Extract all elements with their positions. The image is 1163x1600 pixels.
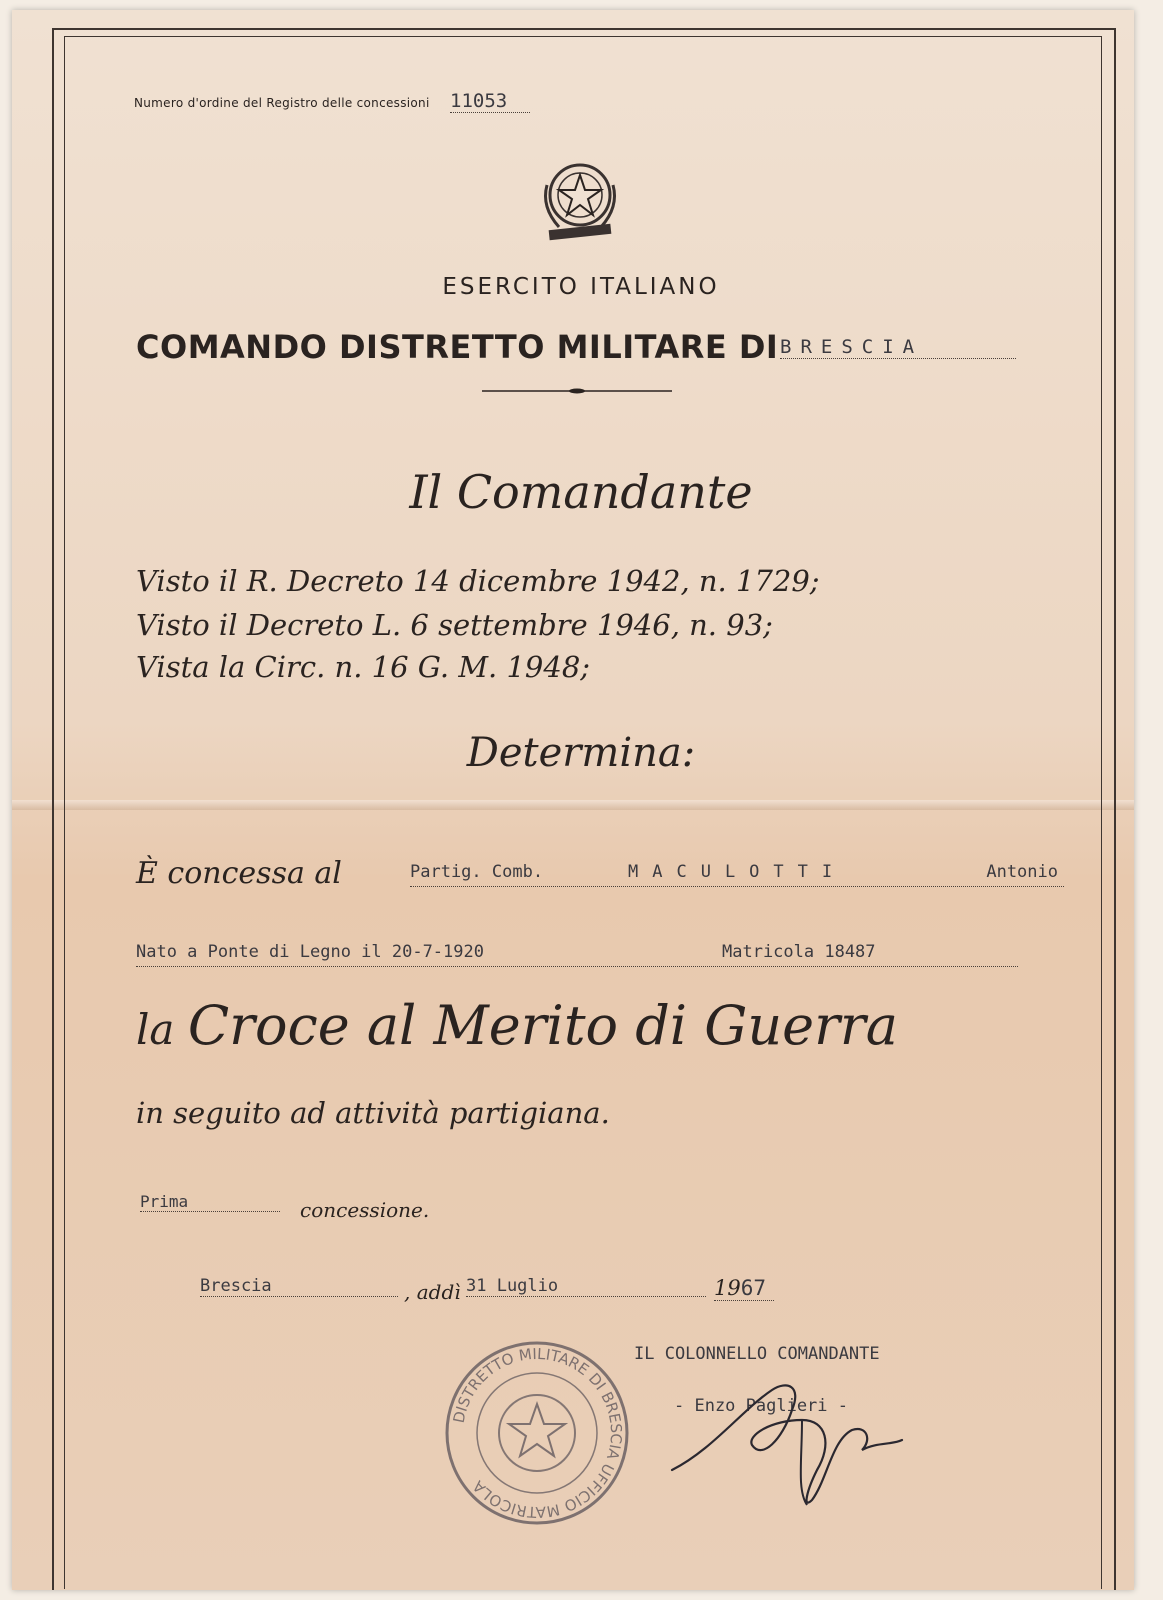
recipient-surname: MACULOTTI <box>628 862 847 882</box>
seal-text-path: DISTRETTO MILITARE DI BRESCIA UFFICIO MATRICOLA <box>449 1344 626 1522</box>
concessa-label: È concessa al <box>136 856 342 891</box>
registry-number: 11053 <box>450 90 530 113</box>
birth-field <box>136 942 1018 967</box>
issue-place: Brescia <box>200 1276 398 1297</box>
registry-label: Numero d'ordine del Registro delle concessioni <box>134 96 430 110</box>
military-district-seal-icon <box>442 1338 632 1528</box>
medal-line <box>136 994 898 1057</box>
recipient-rank: Partig. Comb. <box>410 862 544 882</box>
issue-date: 31 Luglio <box>466 1276 706 1297</box>
decree-line-2: Visto il Decreto L. 6 settembre 1946, n. 93; <box>136 608 773 642</box>
medal-name: Croce al Merito di Guerra <box>187 994 898 1057</box>
issue-year <box>714 1276 774 1301</box>
year-prefix: 19 <box>714 1276 741 1300</box>
determina-heading: Determina: <box>466 730 696 776</box>
signatory-name: - Enzo Paglieri - <box>674 1396 848 1416</box>
concession-suffix: concessione. <box>300 1198 430 1222</box>
seal-text <box>450 1345 626 1521</box>
concession-ordinal: Prima <box>140 1192 280 1212</box>
medal-prefix: la <box>136 1005 175 1054</box>
birth-details: Nato a Ponte di Legno il 20-7-1920 <box>136 942 484 962</box>
army-heading: ESERCITO ITALIANO <box>442 274 720 300</box>
district-name: BRESCIA <box>780 336 1016 359</box>
handwritten-signature <box>652 1350 912 1520</box>
award-reason: in seguito ad attività partigiana. <box>136 1096 610 1130</box>
recipient-first-name: Antonio <box>986 862 1058 882</box>
addi-label: , addì <box>404 1280 461 1304</box>
matricola-number: Matricola 18487 <box>722 942 876 962</box>
recipient-field <box>410 862 1064 887</box>
certificate-sheet <box>12 10 1134 1590</box>
italian-republic-emblem-icon <box>537 155 623 247</box>
decree-line-1: Visto il R. Decreto 14 dicembre 1942, n. 1729; <box>136 564 820 598</box>
decree-line-3: Vista la Circ. n. 16 G. M. 1948; <box>136 650 591 684</box>
year-suffix: 67 <box>740 1276 767 1300</box>
certificate-title: Il Comandante <box>409 465 753 519</box>
divider-ornament <box>482 388 672 394</box>
signatory-title: IL COLONNELLO COMANDANTE <box>634 1344 880 1364</box>
command-heading: COMANDO DISTRETTO MILITARE DI <box>136 328 779 366</box>
